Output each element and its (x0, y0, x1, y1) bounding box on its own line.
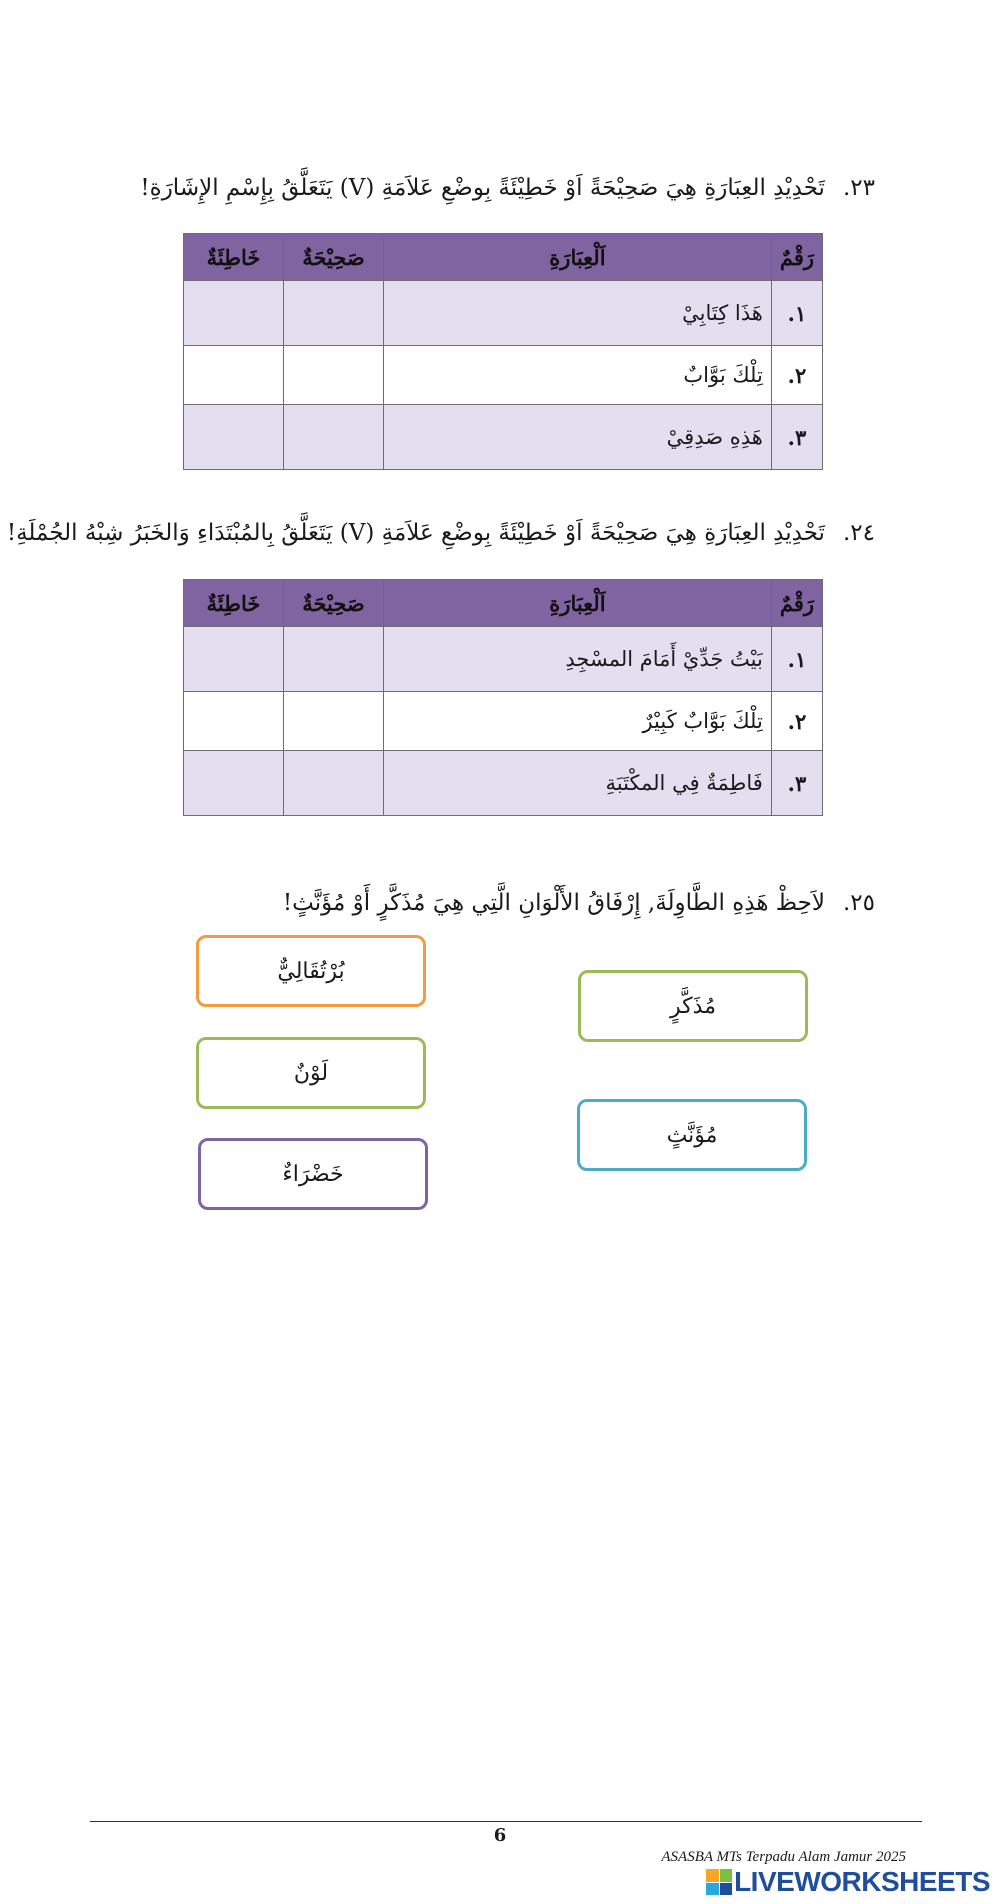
question-text: لاَحِظْ هَذِهِ الطَّاوِلَةَ, إِرْفَاقُ الأَلْوَانِ الَّتِي هِيَ مُذَكَّرٍ أَوْ مُؤَنَّثٍ! (282, 890, 825, 916)
row-phrase: هَذَا كِتَابِيْ (384, 281, 772, 346)
correct-answer-cell[interactable] (284, 281, 384, 346)
header-correct: صَحِيْحَةٌ (284, 580, 384, 627)
row-number: ١. (771, 627, 822, 692)
footer-credit: ASASBA MTs Terpadu Alam Jamur 2025 (661, 1849, 906, 1865)
match-category-feminine[interactable] (577, 1099, 807, 1171)
match-item-label: بُرْتُقَالِيٌّ (277, 958, 345, 984)
row-phrase: فَاطِمَةٌ فِي المكْتَبَةِ (384, 751, 772, 816)
match-item-label: لَوْنٌ (293, 1060, 329, 1086)
page-number: 6 (493, 1825, 507, 1846)
match-category-label: مُذَكَّرٍ (670, 993, 716, 1019)
correct-answer-cell[interactable] (284, 405, 384, 470)
table-row (184, 692, 823, 751)
question-number: ٢٥. (842, 890, 875, 916)
liveworksheets-brand-text: LIVEWORKSHEETS (734, 1866, 990, 1897)
table-row (184, 751, 823, 816)
question-number: ٢٣. (842, 175, 875, 201)
row-number: ٢. (771, 692, 822, 751)
header-phrase: اَلْعِبَارَةِ (384, 234, 772, 281)
correct-answer-cell[interactable] (284, 346, 384, 405)
row-phrase: تِلْكَ بَوَّابٌ (384, 346, 772, 405)
question-24 (7, 513, 875, 553)
correct-answer-cell[interactable] (284, 692, 384, 751)
question-text: تَحْدِيْدِ العِبَارَةِ هِيَ صَحِيْحَةً اَوْ خَطِيْئَةً بِوضْعِ عَلاَمَةِ (V) يَتَعَلَّقُ بِالمُبْتَدَاءِ وَالخَبَرُ شِبْهُ الجُمْلَةِ! (6, 520, 825, 546)
match-category-masculine[interactable] (578, 970, 808, 1042)
liveworksheets-logo-icon (706, 1869, 732, 1895)
row-phrase: بَيْتُ جَدِّيْ أَمَامَ المسْجِدِ (384, 627, 772, 692)
row-number: ٣. (771, 751, 822, 816)
wrong-answer-cell[interactable] (184, 281, 284, 346)
correct-answer-cell[interactable] (284, 751, 384, 816)
row-phrase: هَذِهِ صَدِقِيْ (384, 405, 772, 470)
header-number: رَقْمٌ (771, 234, 822, 281)
header-wrong: خَاطِئَةٌ (184, 580, 284, 627)
match-category-label: مُؤَنَّثٍ (666, 1122, 718, 1148)
row-number: ٣. (771, 405, 822, 470)
match-item-orange[interactable] (196, 935, 426, 1007)
correct-answer-cell[interactable] (284, 627, 384, 692)
header-number: رَقْمٌ (771, 580, 822, 627)
row-phrase: تِلْكَ بَوَّابٌ كَبِيْرٌ (384, 692, 772, 751)
table-row (184, 281, 823, 346)
table-row (184, 627, 823, 692)
row-number: ١. (771, 281, 822, 346)
header-wrong: خَاطِئَةٌ (184, 234, 284, 281)
header-correct: صَحِيْحَةٌ (284, 234, 384, 281)
wrong-answer-cell[interactable] (184, 405, 284, 470)
header-phrase: اَلْعِبَارَةِ (384, 580, 772, 627)
row-number: ٢. (771, 346, 822, 405)
table-row (184, 346, 823, 405)
question-23 (140, 168, 875, 208)
question-25 (283, 883, 875, 923)
liveworksheets-brand[interactable] (706, 1866, 990, 1898)
question-text: تَحْدِيْدِ العِبَارَةِ هِيَ صَحِيْحَةً اَوْ خَطِيْئَةً بِوضْعِ عَلاَمَةِ (V) يَتَعَلَّقُ بِإِسْمِ الإِشَارَةِ! (140, 175, 825, 201)
wrong-answer-cell[interactable] (184, 751, 284, 816)
table-header-row (184, 580, 823, 627)
match-item-color[interactable] (196, 1037, 426, 1109)
exercise-table-24 (183, 579, 823, 816)
wrong-answer-cell[interactable] (184, 627, 284, 692)
exercise-table-23 (183, 233, 823, 470)
wrong-answer-cell[interactable] (184, 692, 284, 751)
match-item-label: خَضْرَاءٌ (282, 1161, 344, 1187)
question-number: ٢٤. (842, 520, 875, 546)
footer-divider (90, 1821, 922, 1822)
table-header-row (184, 234, 823, 281)
wrong-answer-cell[interactable] (184, 346, 284, 405)
table-row (184, 405, 823, 470)
match-item-green[interactable] (198, 1138, 428, 1210)
